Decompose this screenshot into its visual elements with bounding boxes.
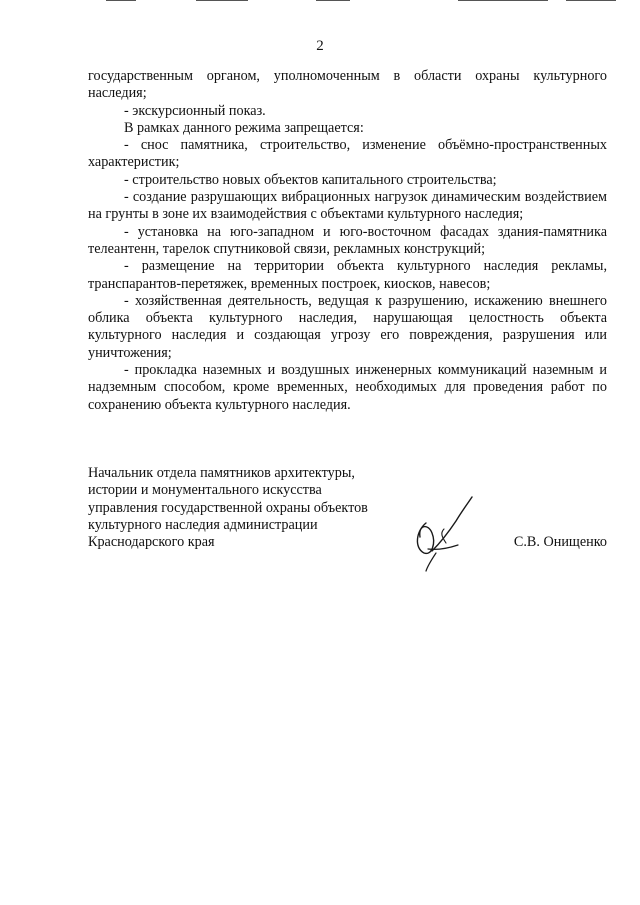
signatory-title-line: Краснодарского края	[88, 534, 215, 551]
page-number: 2	[316, 38, 324, 54]
signatory-name: С.В. Онищенко	[513, 534, 607, 550]
list-item: - размещение на территории объекта культурного наследия рекламы, транспарантов-перетяжек, временных построек, киосков, навесов;	[88, 258, 607, 292]
handwritten-signature	[406, 493, 476, 573]
list-item: - снос памятника, строительство, изменение объёмно-пространственных характеристик;	[88, 137, 607, 171]
document-body	[88, 68, 607, 414]
list-item: - экскурсионный показ.	[124, 102, 266, 119]
list-item: - хозяйственная деятельность, ведущая к разрушению, искажению внешнего облика объекта культурного наследия, нарушающая целостность объекта культурного наследия и создающая угрозу его повреждения, разрушения или уничтожения;	[88, 292, 607, 361]
signatory-title	[88, 465, 398, 551]
signatory-title-line: Начальник отдела памятников архитектуры,	[88, 465, 355, 481]
top-edge-marks	[0, 0, 640, 4]
paragraph: В рамках данного режима запрещается:	[124, 119, 364, 136]
list-item: - строительство новых объектов капитального строительства;	[124, 171, 497, 188]
signatory-title-line: управления государственной охраны объектов	[88, 499, 368, 516]
signature-block	[88, 465, 607, 565]
signatory-title-line: культурного наследия администрации	[88, 516, 318, 533]
paragraph: государственным органом, уполномоченным в области охраны культурного наследия;	[88, 68, 607, 102]
list-item: - прокладка наземных и воздушных инженерных коммуникаций наземным и надземным способом, кроме временных, необходимых для проведения работ по сохранению объекта культурного наследия.	[88, 362, 607, 413]
list-item: - установка на юго-западном и юго-восточном фасадах здания-памятника телеантенн, тарелок спутниковой связи, рекламных конструкций;	[88, 223, 607, 257]
signatory-title-line: истории и монументального искусства	[88, 482, 322, 499]
list-item: - создание разрушающих вибрационных нагрузок динамическим воздействием на грунты в зоне их взаимодействия с объектами культурного наследия;	[88, 189, 607, 223]
